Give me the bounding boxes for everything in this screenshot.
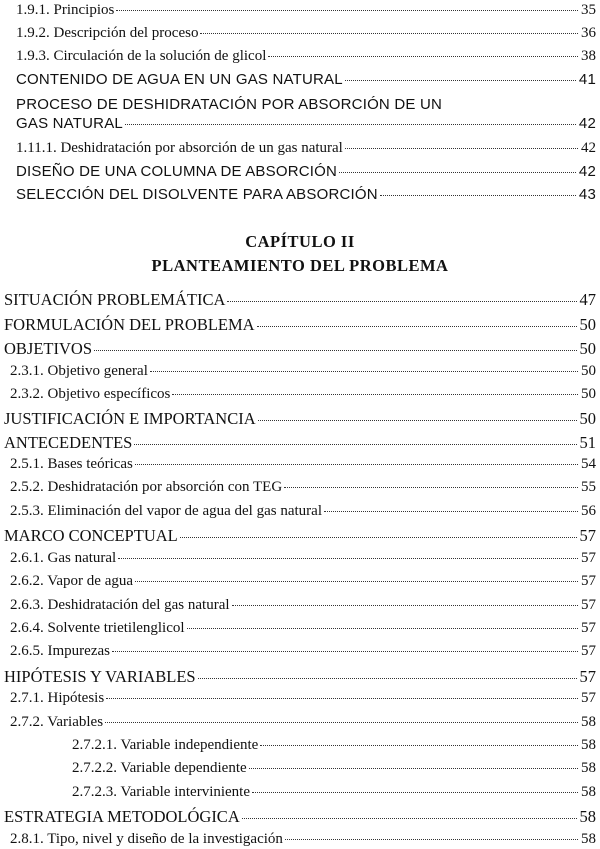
toc-entry-title: DISEÑO DE UNA COLUMNA DE ABSORCIÓN: [16, 163, 338, 180]
toc-entry-title: 2.7.1. Hipótesis: [10, 690, 105, 706]
toc-entry[interactable]: [10, 363, 596, 380]
toc-entry-page: 35: [581, 2, 596, 18]
toc-entry-title: 1.9.3. Circulación de la solución de glicol: [16, 48, 267, 64]
dot-leader: [339, 172, 576, 173]
toc-entry-page: 57: [581, 573, 596, 589]
dot-leader: [180, 537, 577, 538]
toc-entry-title: CONTENIDO DE AGUA EN UN GAS NATURAL: [16, 71, 343, 88]
toc-entry-page: 55: [581, 479, 596, 495]
dot-leader: [125, 124, 576, 125]
toc-entry-title: 2.3.2. Objetivo específicos: [10, 386, 171, 402]
toc-entry-title: ESTRATEGIA METODOLÓGICA: [4, 807, 240, 826]
toc-entry-page: 43: [578, 186, 596, 203]
toc-entry-title: 2.7.2.1. Variable independiente: [72, 737, 259, 753]
dot-leader: [232, 605, 578, 606]
toc-entry[interactable]: [10, 456, 596, 473]
toc-entry[interactable]: [4, 807, 596, 827]
toc-entry[interactable]: [16, 163, 596, 180]
toc-entry[interactable]: [16, 71, 596, 88]
toc-entry-page: 58: [581, 714, 596, 730]
toc-entry-page: 58: [581, 737, 596, 753]
toc-entry-title: 2.7.2.3. Variable interviniente: [72, 784, 251, 800]
dot-leader: [150, 371, 578, 372]
toc-entry-title: SITUACIÓN PROBLEMÁTICA: [4, 290, 226, 309]
toc-entry[interactable]: [4, 315, 596, 335]
toc-entry-page: 51: [579, 433, 596, 452]
chapter-title: PLANTEAMIENTO DEL PROBLEMA: [151, 256, 449, 275]
toc-entry[interactable]: [10, 550, 596, 567]
dot-leader: [187, 628, 578, 629]
toc-entry-page: 36: [581, 25, 596, 41]
toc-entry-title: 2.8.1. Tipo, nivel y diseño de la investigación: [10, 831, 283, 847]
toc-entry-page: 57: [581, 690, 596, 706]
dot-leader: [252, 792, 578, 793]
toc-entry[interactable]: [10, 643, 596, 660]
toc-entry[interactable]: [16, 140, 596, 157]
dot-leader: [227, 301, 576, 302]
toc-entry[interactable]: [10, 503, 596, 520]
toc-entry[interactable]: [4, 409, 596, 429]
dot-leader: [116, 10, 578, 11]
dot-leader: [380, 195, 576, 196]
toc-entry-page: 57: [579, 526, 596, 545]
toc-entry-page: 57: [581, 550, 596, 566]
dot-leader: [134, 444, 576, 445]
dot-leader: [345, 80, 576, 81]
toc-entry-page: 58: [581, 831, 596, 847]
dot-leader: [135, 581, 578, 582]
dot-leader: [284, 487, 578, 488]
toc-entry-page: 54: [581, 456, 596, 472]
toc-entry-title: FORMULACIÓN DEL PROBLEMA: [4, 315, 255, 334]
toc-entry[interactable]: [10, 620, 596, 637]
toc-entry-title: 2.6.4. Solvente trietilenglicol: [10, 620, 185, 636]
toc-entry[interactable]: [10, 831, 596, 848]
dot-leader: [285, 839, 578, 840]
toc-entry-title: HIPÓTESIS Y VARIABLES: [4, 667, 196, 686]
dot-leader: [257, 326, 577, 327]
toc-entry[interactable]: [16, 96, 596, 132]
toc-entry-page: 57: [581, 620, 596, 636]
toc-entry[interactable]: [10, 597, 596, 614]
toc-entry-title: ANTECEDENTES: [4, 433, 133, 452]
dot-leader: [345, 148, 578, 149]
dot-leader: [94, 350, 576, 351]
toc-entry-title: MARCO CONCEPTUAL: [4, 526, 178, 545]
dot-leader: [268, 56, 578, 57]
dot-leader: [112, 651, 578, 652]
toc-entry[interactable]: [10, 573, 596, 590]
toc-entry-page: 41: [578, 71, 596, 88]
toc-entry-title: JUSTIFICACIÓN E IMPORTANCIA: [4, 409, 256, 428]
toc-entry-title: 2.5.2. Deshidratación por absorción con TEG: [10, 479, 283, 495]
toc-entry[interactable]: [10, 690, 596, 707]
dot-leader: [242, 818, 577, 819]
toc-entry-page: 50: [581, 363, 596, 379]
dot-leader: [258, 420, 577, 421]
toc-entry-page: 58: [581, 760, 596, 776]
toc-entry[interactable]: [16, 186, 596, 203]
dot-leader: [106, 698, 578, 699]
toc-entry-title: SELECCIÓN DEL DISOLVENTE PARA ABSORCIÓN: [16, 186, 378, 203]
toc-entry[interactable]: [72, 784, 596, 801]
toc-entry[interactable]: [4, 339, 596, 359]
toc-entry-title: 2.3.1. Objetivo general: [10, 363, 148, 379]
dot-leader: [324, 511, 578, 512]
toc-entry[interactable]: [10, 386, 596, 403]
dot-leader: [200, 33, 578, 34]
toc-entry[interactable]: [4, 433, 596, 453]
toc-entry[interactable]: [4, 290, 596, 310]
dot-leader: [172, 394, 578, 395]
toc-entry-title: 2.5.3. Eliminación del vapor de agua del gas natural: [10, 503, 322, 519]
toc-entry[interactable]: [72, 737, 596, 754]
toc-entry-page: 38: [581, 48, 596, 64]
toc-entry-title: 2.7.2.2. Variable dependiente: [72, 760, 247, 776]
toc-entry-page: 47: [579, 290, 596, 309]
toc-entry-title: 2.6.5. Impurezas: [10, 643, 110, 659]
toc-entry-page: 57: [581, 597, 596, 613]
toc-entry-page: 42: [578, 115, 596, 132]
dot-leader: [198, 678, 577, 679]
toc-entry-page: 50: [579, 339, 596, 358]
toc-entry[interactable]: [10, 714, 596, 731]
toc-entry-title: 1.9.2. Descripción del proceso: [16, 25, 199, 41]
toc-entry-title: OBJETIVOS: [4, 339, 93, 358]
toc-entry[interactable]: [16, 48, 596, 65]
dot-leader: [135, 464, 578, 465]
toc-entry-title: 2.6.2. Vapor de agua: [10, 573, 134, 589]
toc-entry-title: 2.6.1. Gas natural: [10, 550, 117, 566]
toc-entry-title: 2.6.3. Deshidratación del gas natural: [10, 597, 230, 613]
toc-entry-title: 2.5.1. Bases teóricas: [10, 456, 133, 472]
dot-leader: [249, 768, 578, 769]
toc-entry-page: 56: [581, 503, 596, 519]
toc-entry-page: 50: [581, 386, 596, 402]
toc-entry-page: 58: [579, 807, 596, 826]
dot-leader: [260, 745, 578, 746]
toc-entry-title-line2: GAS NATURAL: [16, 115, 123, 132]
toc-entry-title: 1.11.1. Deshidratación por absorción de un gas natural: [16, 140, 343, 156]
toc-entry-page: 57: [579, 667, 596, 686]
toc-entry[interactable]: [16, 2, 596, 19]
toc-entry-page: 57: [581, 643, 596, 659]
toc-entry[interactable]: [16, 25, 596, 42]
toc-entry-title: 2.7.2. Variables: [10, 714, 104, 730]
dot-leader: [118, 558, 578, 559]
toc-entry[interactable]: [4, 526, 596, 546]
toc-entry-title-line1: PROCESO DE DESHIDRATACIÓN POR ABSORCIÓN DE UN: [16, 96, 443, 113]
dot-leader: [105, 722, 578, 723]
toc-entry-page: 42: [578, 163, 596, 180]
toc-entry-page: 50: [579, 409, 596, 428]
toc-entry[interactable]: [4, 667, 596, 687]
toc-entry-page: 50: [579, 315, 596, 334]
chapter-number: CAPÍTULO II: [245, 232, 355, 251]
toc-entry[interactable]: [72, 760, 596, 777]
toc-entry-page: 58: [581, 784, 596, 800]
toc-entry-page: 42: [581, 140, 596, 156]
toc-entry-title: 1.9.1. Principios: [16, 2, 115, 18]
toc-entry[interactable]: [10, 479, 596, 496]
